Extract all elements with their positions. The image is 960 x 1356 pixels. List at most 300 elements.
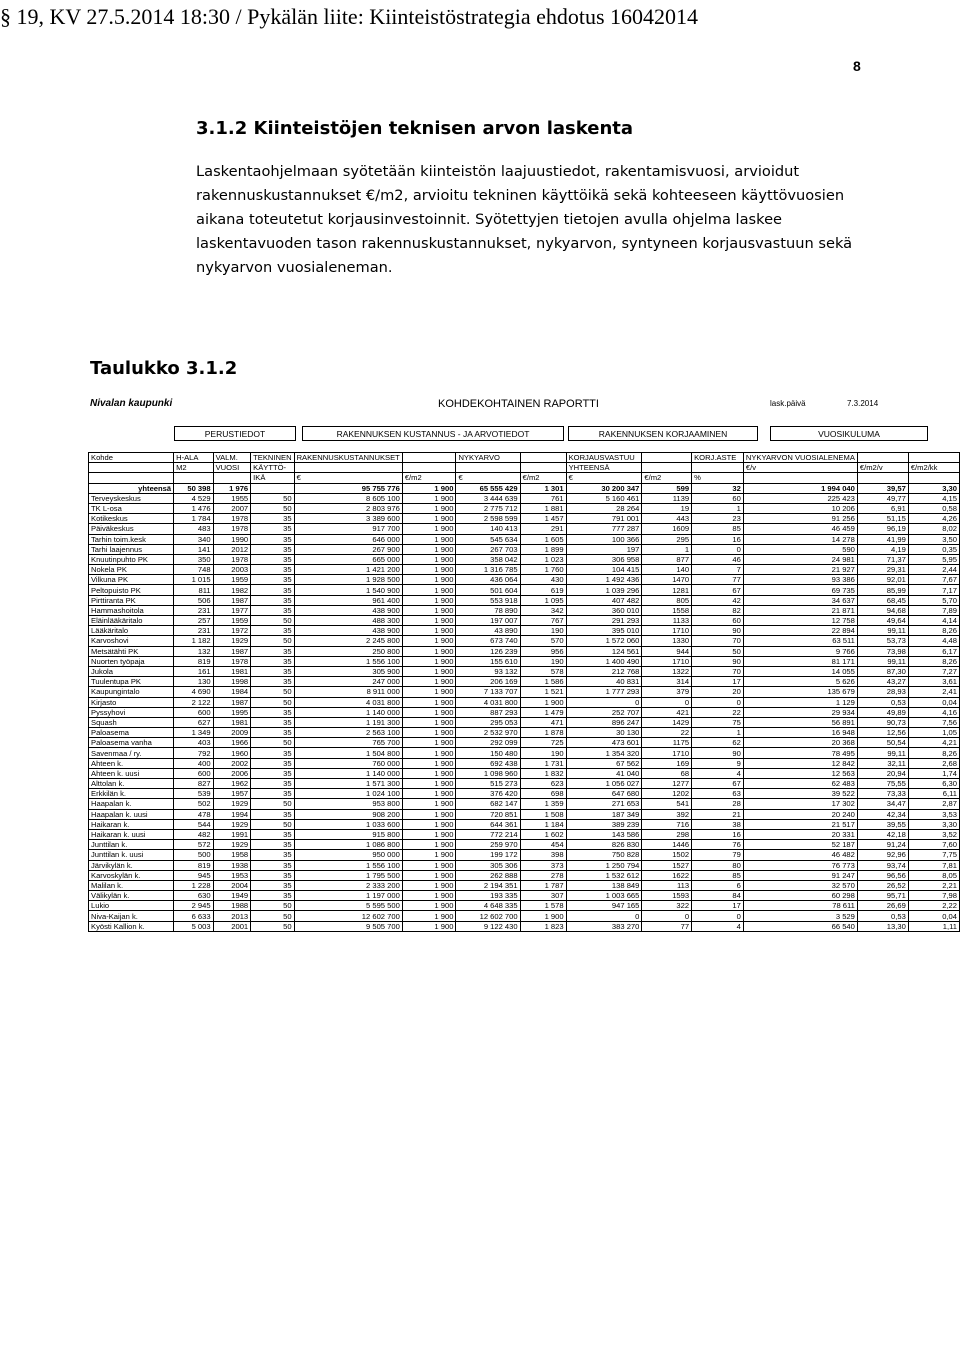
cell-alenema-eur-m2-kk: 5,95 [908,554,959,564]
cell-kayttoika: 35 [251,677,294,687]
cell-kohde: Jukola [89,666,174,676]
cell-alenema-eur-v: 21 871 [743,605,857,615]
cell-kayttoika: 35 [251,850,294,860]
cell-alenema-eur-v [743,473,857,483]
cell-alenema-eur-m2-v [857,453,908,463]
cell-korjausaste: 62 [692,738,744,748]
cell-nykyarvo-eur-m2: 1 184 [520,819,566,829]
cell-korjausaste: 28 [692,799,744,809]
cell-valm-vuosi: 1929 [213,819,251,829]
cell-kohde: Eläinlääkäritalo [89,616,174,626]
cell-korjausvastuu-eur-m2: 443 [642,514,692,524]
cell-nykyarvo-eur-m2: 1 832 [520,768,566,778]
cell-nykyarvo-eur: 155 610 [456,656,520,666]
cell-alenema-eur-m2-v: 39,57 [857,483,908,493]
cell-korjausvastuu-eur: 0 [566,911,642,921]
cell-kohde: Nuorten työpaja [89,656,174,666]
cell-korjausvastuu-eur: 1 777 293 [566,687,642,697]
cell-h-ala: 500 [174,850,213,860]
cell-valm-vuosi: 1998 [213,677,251,687]
cell-nykyarvo-eur: 4 031 800 [456,697,520,707]
cell-alenema-eur-v: 20 368 [743,738,857,748]
cell-kayttoika: 35 [251,575,294,585]
cell-kohde: Paloasema vanha [89,738,174,748]
cell-kohde: Erkkilän k. [89,789,174,799]
cell-kayttoika: 35 [251,748,294,758]
cell-alenema-eur-m2-kk: 3,61 [908,677,959,687]
table-row [89,901,960,911]
cell-alenema-eur-v: 76 773 [743,860,857,870]
cell-alenema-eur-m2-kk: 7,81 [908,860,959,870]
cell-korjausvastuu-eur-m2 [642,453,692,463]
cell-alenema-eur-m2-v: 0,53 [857,911,908,921]
cell-korjausaste: 17 [692,677,744,687]
cell-alenema-eur-m2-v: 93,74 [857,860,908,870]
cell-valm-vuosi: 1959 [213,575,251,585]
cell-korjausvastuu-eur: 383 270 [566,921,642,931]
cell-korjausaste: 79 [692,850,744,860]
cell-h-ala: 1 476 [174,503,213,513]
table-row [89,605,960,615]
cell-alenema-eur-v: 3 529 [743,911,857,921]
table-row [89,850,960,860]
cell-kohde: Haikaran k. [89,819,174,829]
table-row [89,758,960,768]
cell-rakennuskustannus-eur: 1 197 000 [294,891,402,901]
cell-h-ala: 141 [174,544,213,554]
cell-kayttoika: 50 [251,697,294,707]
cell-nykyarvo-eur: 93 132 [456,666,520,676]
cell-kayttoika [251,483,294,493]
cell-alenema-eur-v: 32 570 [743,880,857,890]
cell-kohde: Kyösti Kallion k. [89,921,174,931]
cell-nykyarvo-eur-m2: 454 [520,840,566,850]
report-date-label: lask.päivä [770,399,806,408]
cell-korjausaste: 17 [692,901,744,911]
cell-korjausvastuu-eur-m2: 140 [642,565,692,575]
group-header-repair: RAKENNUKSEN KORJAAMINEN [568,426,758,441]
cell-alenema-eur-m2-v: 29,31 [857,565,908,575]
cell-alenema-eur-v: 69 735 [743,585,857,595]
table-row [89,799,960,809]
table-row [89,646,960,656]
cell-korjausvastuu-eur-m2: 1 [642,544,692,554]
cell-h-ala: 819 [174,656,213,666]
cell-valm-vuosi: VUOSI [213,463,251,473]
table-row [89,636,960,646]
table-row [89,860,960,870]
cell-rakennuskustannus-eur-m2: 1 900 [402,901,456,911]
cell-kayttoika: 50 [251,503,294,513]
cell-h-ala: 811 [174,585,213,595]
cell-korjausaste: 90 [692,748,744,758]
cell-valm-vuosi [213,473,251,483]
cell-alenema-eur-m2-v: 95,71 [857,891,908,901]
cell-rakennuskustannus-eur: 1 928 500 [294,575,402,585]
cell-valm-vuosi: 1981 [213,717,251,727]
cell-korjausvastuu-eur-m2: 113 [642,880,692,890]
table-row [89,789,960,799]
cell-valm-vuosi: 1988 [213,901,251,911]
cell-alenema-eur-v: 56 891 [743,717,857,727]
cell-alenema-eur-m2-kk: 6,30 [908,779,959,789]
cell-nykyarvo-eur: 436 064 [456,575,520,585]
cell-alenema-eur-m2-kk: 4,16 [908,707,959,717]
cell-rakennuskustannus-eur-m2: 1 900 [402,554,456,564]
cell-korjausvastuu-eur-m2: 944 [642,646,692,656]
cell-nykyarvo-eur-m2: 767 [520,616,566,626]
cell-rakennuskustannus-eur-m2: 1 900 [402,514,456,524]
cell-alenema-eur-m2-kk: 4,14 [908,616,959,626]
cell-rakennuskustannus-eur: 4 031 800 [294,697,402,707]
cell-rakennuskustannus-eur-m2: 1 900 [402,738,456,748]
cell-kayttoika: 35 [251,534,294,544]
cell-h-ala: 231 [174,605,213,615]
cell-rakennuskustannus-eur-m2 [402,463,456,473]
cell-korjausvastuu-eur-m2: 421 [642,707,692,717]
cell-kohde: yhteensä [89,483,174,493]
cell-nykyarvo-eur: 140 413 [456,524,520,534]
cell-korjausaste: 60 [692,493,744,503]
cell-rakennuskustannus-eur-m2: 1 900 [402,605,456,615]
cell-h-ala: 748 [174,565,213,575]
cell-alenema-eur-m2-kk: 4,15 [908,493,959,503]
cell-rakennuskustannus-eur-m2: 1 900 [402,697,456,707]
cell-kohde: Karvoskylän k. [89,870,174,880]
cell-alenema-eur-m2-v: 96,56 [857,870,908,880]
cell-alenema-eur-m2-v: 20,94 [857,768,908,778]
cell-rakennuskustannus-eur-m2: 1 900 [402,870,456,880]
cell-alenema-eur-m2-kk: 2,68 [908,758,959,768]
cell-korjausvastuu-eur-m2: 1593 [642,891,692,901]
cell-alenema-eur-v: NYKYARVON VUOSIALENEMA [743,453,857,463]
cell-alenema-eur-m2-v: 99,11 [857,656,908,666]
cell-alenema-eur-v: 34 637 [743,595,857,605]
cell-korjausvastuu-eur-m2: 1277 [642,779,692,789]
cell-nykyarvo-eur: 4 648 335 [456,901,520,911]
cell-valm-vuosi: 1929 [213,799,251,809]
cell-rakennuskustannus-eur: 760 000 [294,758,402,768]
cell-korjausvastuu-eur: 1 532 612 [566,870,642,880]
cell-korjausvastuu-eur: 100 366 [566,534,642,544]
cell-alenema-eur-m2-v: 85,99 [857,585,908,595]
cell-alenema-eur-v: 24 981 [743,554,857,564]
cell-nykyarvo-eur: 295 053 [456,717,520,727]
cell-korjausvastuu-eur: 30 130 [566,728,642,738]
cell-rakennuskustannus-eur: 488 300 [294,616,402,626]
cell-alenema-eur-m2-kk: 0,04 [908,911,959,921]
table-row [89,616,960,626]
cell-valm-vuosi: 1995 [213,707,251,717]
cell-korjausvastuu-eur: 947 165 [566,901,642,911]
cell-valm-vuosi: 1957 [213,789,251,799]
cell-nykyarvo-eur-m2: 278 [520,870,566,880]
cell-korjausvastuu-eur: 291 293 [566,616,642,626]
cell-kayttoika: 50 [251,819,294,829]
table-row [89,870,960,880]
cell-rakennuskustannus-eur: 1 795 500 [294,870,402,880]
report-city: Nivalan kaupunki [90,398,173,409]
cell-alenema-eur-v: 66 540 [743,921,857,931]
cell-h-ala: 1 015 [174,575,213,585]
cell-kohde: Päiväkeskus [89,524,174,534]
cell-korjausvastuu-eur: 1 003 665 [566,891,642,901]
cell-alenema-eur-v: €/v [743,463,857,473]
cell-nykyarvo-eur: 720 851 [456,809,520,819]
cell-korjausaste: 90 [692,656,744,666]
cell-alenema-eur-m2-kk: €/m2/kk [908,463,959,473]
cell-valm-vuosi: 2002 [213,758,251,768]
cell-valm-vuosi: 1959 [213,616,251,626]
cell-nykyarvo-eur [456,463,520,473]
cell-alenema-eur-v: 91 247 [743,870,857,880]
cell-h-ala: 6 633 [174,911,213,921]
cell-nykyarvo-eur-m2: 190 [520,626,566,636]
table-row [89,554,960,564]
cell-rakennuskustannus-eur: 438 900 [294,626,402,636]
cell-rakennuskustannus-eur-m2: 1 900 [402,524,456,534]
cell-korjausvastuu-eur: 826 830 [566,840,642,850]
cell-nykyarvo-eur: 150 480 [456,748,520,758]
cell-rakennuskustannus-eur: 305 900 [294,666,402,676]
cell-korjausvastuu-eur-m2: 1710 [642,748,692,758]
cell-alenema-eur-m2-kk: 8,26 [908,626,959,636]
cell-valm-vuosi: 1977 [213,605,251,615]
cell-nykyarvo-eur-m2: 1 900 [520,697,566,707]
cell-h-ala: 819 [174,860,213,870]
cell-rakennuskustannus-eur: 950 000 [294,850,402,860]
cell-korjausvastuu-eur-m2: 805 [642,595,692,605]
cell-alenema-eur-m2-kk: 3,30 [908,819,959,829]
cell-nykyarvo-eur-m2: €/m2 [520,473,566,483]
cell-h-ala: 4 690 [174,687,213,697]
cell-h-ala: 1 349 [174,728,213,738]
cell-korjausvastuu-eur-m2: 1202 [642,789,692,799]
body-paragraph: Laskentaohjelmaan syötetään kiinteistön laajuustiedot, rakentamisvuosi, arvioidut rakennuskustannukset €/m2, arvioitu tekninen käyttöikä sekä kohteeseen käyttövuosien aikana toteutetut korjausinvestoinnit. Syötettyjen tietojen avulla ohjelma laskee laskentavuoden tason rakennuskustannukset, nykyarvon, syntyneen korjausvastuun sekä nykyarvon vuosialeneman. [196,163,853,276]
cell-h-ala: 572 [174,840,213,850]
table-row [89,656,960,666]
cell-alenema-eur-m2-kk: 4,26 [908,514,959,524]
cell-rakennuskustannus-eur: 12 602 700 [294,911,402,921]
cell-alenema-eur-v: 78 495 [743,748,857,758]
cell-valm-vuosi: 1982 [213,585,251,595]
cell-nykyarvo-eur-m2: 1 823 [520,921,566,931]
cell-alenema-eur-m2-kk: 0,58 [908,503,959,513]
cell-nykyarvo-eur: 12 602 700 [456,911,520,921]
cell-korjausvastuu-eur: 28 264 [566,503,642,513]
table-header-row [89,463,960,473]
cell-rakennuskustannus-eur: 250 800 [294,646,402,656]
cell-nykyarvo-eur-m2: 725 [520,738,566,748]
cell-alenema-eur-v: 78 611 [743,901,857,911]
cell-nykyarvo-eur-m2 [520,453,566,463]
cell-rakennuskustannus-eur: 1 540 900 [294,585,402,595]
cell-korjausvastuu-eur: 407 482 [566,595,642,605]
cell-korjausvastuu-eur-m2: 1710 [642,626,692,636]
cell-alenema-eur-m2-kk: 2,87 [908,799,959,809]
cell-valm-vuosi: 2009 [213,728,251,738]
cell-alenema-eur-v: 93 386 [743,575,857,585]
cell-kohde: Junttilan k. uusi [89,850,174,860]
cell-rakennuskustannus-eur-m2: 1 900 [402,768,456,778]
cell-nykyarvo-eur-m2: 291 [520,524,566,534]
cell-korjausaste: 38 [692,819,744,829]
cell-rakennuskustannus-eur: 95 755 776 [294,483,402,493]
cell-h-ala: 403 [174,738,213,748]
cell-rakennuskustannus-eur-m2: 1 900 [402,829,456,839]
cell-korjausvastuu-eur: 40 831 [566,677,642,687]
cell-alenema-eur-m2-v: 99,11 [857,748,908,758]
cell-nykyarvo-eur: 2 532 970 [456,728,520,738]
cell-alenema-eur-m2-kk: 8,02 [908,524,959,534]
cell-alenema-eur-m2-kk: 7,89 [908,605,959,615]
cell-alenema-eur-m2-v: 73,33 [857,789,908,799]
cell-korjausvastuu-eur: 777 287 [566,524,642,534]
cell-kayttoika: 35 [251,565,294,575]
cell-nykyarvo-eur: 43 890 [456,626,520,636]
cell-nykyarvo-eur: 262 888 [456,870,520,880]
cell-korjausvastuu-eur: 389 239 [566,819,642,829]
cell-rakennuskustannus-eur-m2: 1 900 [402,503,456,513]
cell-valm-vuosi: 2007 [213,503,251,513]
cell-korjausvastuu-eur-m2: €/m2 [642,473,692,483]
cell-nykyarvo-eur-m2: 430 [520,575,566,585]
cell-rakennuskustannus-eur-m2: 1 900 [402,534,456,544]
cell-kohde: Peltopuisto PK [89,585,174,595]
cell-alenema-eur-v: 5 626 [743,677,857,687]
cell-nykyarvo-eur: 9 122 430 [456,921,520,931]
cell-alenema-eur-v: 17 302 [743,799,857,809]
cell-nykyarvo-eur: 501 604 [456,585,520,595]
cell-kohde [89,473,174,483]
cell-alenema-eur-v: 225 423 [743,493,857,503]
cell-h-ala: 4 529 [174,493,213,503]
cell-korjausaste: 22 [692,707,744,717]
cell-nykyarvo-eur: 193 335 [456,891,520,901]
cell-alenema-eur-v: 62 483 [743,779,857,789]
cell-korjausaste: KORJ.ASTE [692,453,744,463]
cell-korjausaste: 50 [692,646,744,656]
cell-korjausaste: 0 [692,911,744,921]
table-row [89,626,960,636]
table-row [89,768,960,778]
cell-korjausvastuu-eur: 1 492 436 [566,575,642,585]
cell-kayttoika: 50 [251,921,294,931]
cell-kayttoika: 35 [251,880,294,890]
cell-alenema-eur-m2-v: 12,56 [857,728,908,738]
cell-rakennuskustannus-eur-m2: 1 900 [402,636,456,646]
cell-kayttoika: 50 [251,687,294,697]
cell-korjausaste: 1 [692,503,744,513]
cell-rakennuskustannus-eur-m2: 1 900 [402,921,456,931]
cell-kayttoika: 35 [251,626,294,636]
cell-kayttoika: 35 [251,666,294,676]
cell-alenema-eur-m2-v: 87,30 [857,666,908,676]
cell-alenema-eur-m2-v: 90,73 [857,717,908,727]
cell-nykyarvo-eur-m2: 1 095 [520,595,566,605]
page-header: § 19, KV 27.5.2014 18:30 / Pykälän liite: Kiinteistöstrategia ehdotus 16042014 [0,4,699,29]
cell-korjausvastuu-eur-m2: 0 [642,697,692,707]
cell-nykyarvo-eur: 376 420 [456,789,520,799]
cell-alenema-eur-m2-kk: 2,22 [908,901,959,911]
table-row [89,503,960,513]
cell-korjausaste: 42 [692,595,744,605]
cell-kayttoika: 50 [251,616,294,626]
cell-korjausaste: 63 [692,789,744,799]
cell-rakennuskustannus-eur-m2: 1 900 [402,626,456,636]
cell-kohde: Metsätähti PK [89,646,174,656]
cell-korjausvastuu-eur: € [566,473,642,483]
cell-alenema-eur-m2-v: 13,30 [857,921,908,931]
cell-alenema-eur-m2-v: 91,24 [857,840,908,850]
cell-nykyarvo-eur-m2: 1 521 [520,687,566,697]
cell-nykyarvo-eur-m2: 1 605 [520,534,566,544]
cell-kayttoika: TEKNINEN [251,453,294,463]
cell-alenema-eur-v: 135 679 [743,687,857,697]
cell-alenema-eur-v: 22 894 [743,626,857,636]
cell-korjausaste: 85 [692,870,744,880]
cell-alenema-eur-m2-v: 39,55 [857,819,908,829]
cell-rakennuskustannus-eur: 765 700 [294,738,402,748]
cell-kayttoika: 35 [251,646,294,656]
cell-kohde: Squash [89,717,174,727]
cell-nykyarvo-eur: 887 293 [456,707,520,717]
cell-korjausaste: 16 [692,534,744,544]
cell-kayttoika: 35 [251,717,294,727]
cell-valm-vuosi: 2001 [213,921,251,931]
table-row [89,829,960,839]
cell-nykyarvo-eur-m2: 956 [520,646,566,656]
cell-nykyarvo-eur: 267 703 [456,544,520,554]
cell-valm-vuosi: VALM. [213,453,251,463]
cell-kayttoika: 35 [251,605,294,615]
cell-nykyarvo-eur: 206 169 [456,677,520,687]
cell-kohde: Tuulentupa PK [89,677,174,687]
cell-korjausvastuu-eur-m2: 379 [642,687,692,697]
cell-rakennuskustannus-eur: 2 245 800 [294,636,402,646]
cell-h-ala: 627 [174,717,213,727]
cell-kohde: Välikylän k. [89,891,174,901]
cell-h-ala: 2 945 [174,901,213,911]
cell-kohde [89,463,174,473]
table-row [89,666,960,676]
cell-rakennuskustannus-eur-m2: 1 900 [402,891,456,901]
cell-alenema-eur-m2-kk [908,453,959,463]
cell-kohde: Lääkäritalo [89,626,174,636]
cell-nykyarvo-eur-m2: 398 [520,850,566,860]
cell-korjausvastuu-eur: 791 001 [566,514,642,524]
cell-korjausaste: 21 [692,809,744,819]
cell-alenema-eur-m2-v: 73,98 [857,646,908,656]
group-header-costs: RAKENNUKSEN KUSTANNUS - JA ARVOTIEDOT [302,426,564,441]
cell-kayttoika: 35 [251,829,294,839]
cell-kohde: Järvikylän k. [89,860,174,870]
cell-h-ala: M2 [174,463,213,473]
cell-korjausaste: 1 [692,728,744,738]
cell-alenema-eur-m2-v [857,473,908,483]
cell-kayttoika: 35 [251,707,294,717]
cell-alenema-eur-m2-v: 49,89 [857,707,908,717]
cell-rakennuskustannus-eur [294,463,402,473]
cell-valm-vuosi: 1972 [213,626,251,636]
cell-rakennuskustannus-eur-m2: 1 900 [402,809,456,819]
table-row [89,819,960,829]
cell-h-ala: 945 [174,870,213,880]
cell-nykyarvo-eur-m2: 1 479 [520,707,566,717]
cell-korjausvastuu-eur-m2: 1330 [642,636,692,646]
table-row [89,595,960,605]
cell-korjausvastuu-eur-m2: 1609 [642,524,692,534]
